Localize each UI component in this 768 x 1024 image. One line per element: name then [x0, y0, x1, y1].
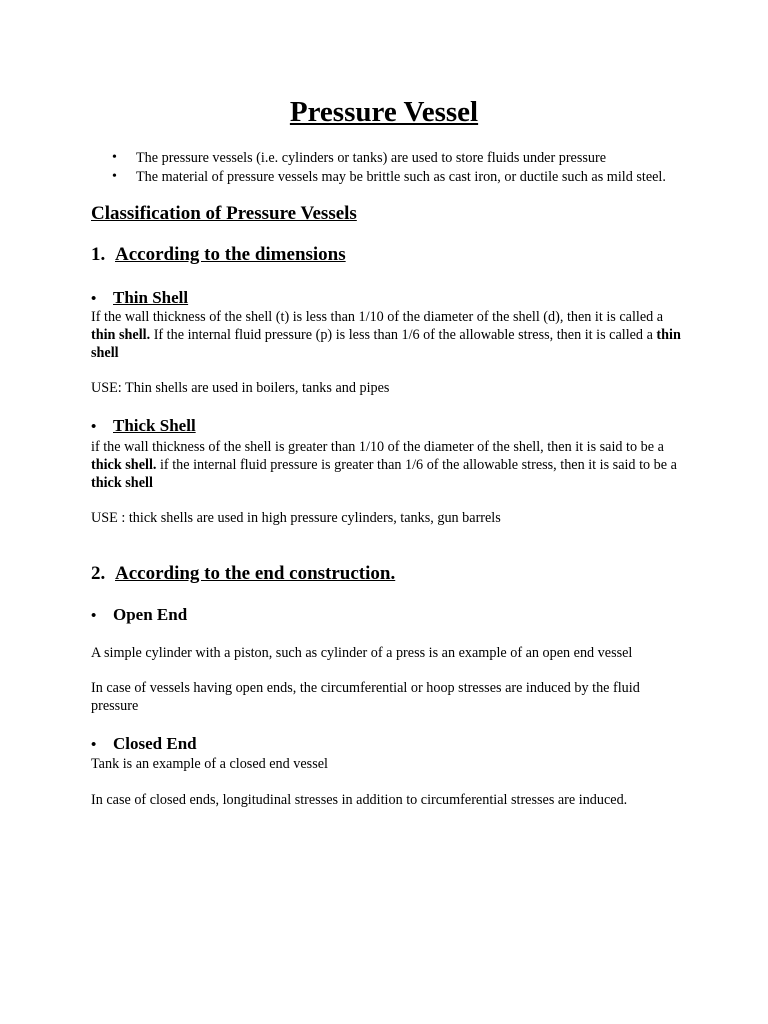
thick-shell-term: thick shell: [91, 475, 153, 491]
bullet-icon: •: [112, 150, 117, 165]
open-end-stress-note: In case of vessels having open ends, the circumferential or hoop stresses are induced by the fluid pressure: [91, 680, 640, 714]
section2-number: 2.: [91, 563, 106, 584]
thick-shell-heading: [91, 415, 196, 438]
closed-end-title: Closed End: [113, 734, 197, 753]
section2-title: According to the end construction.: [115, 563, 396, 584]
thin-shell-term: thin shell.: [91, 327, 151, 343]
bullet-icon: •: [91, 291, 97, 307]
bullet-icon: •: [91, 419, 97, 435]
open-end-title: Open End: [113, 605, 188, 624]
thin-shell-term: thin shell: [91, 327, 681, 361]
thin-shell-heading: [91, 287, 188, 310]
list-item-text: The pressure vessels (i.e. cylinders or tanks) are used to store fluids under pressure: [136, 150, 607, 166]
thick-shell-text: if the internal fluid pressure is greater than 1/6 of the allowable stress, then it is said to be a: [156, 457, 677, 473]
thick-shell-text: if the wall thickness of the shell is greater than 1/10 of the diameter of the shell, then it is said to be a: [91, 439, 664, 455]
section1-heading: [91, 243, 346, 267]
list-item: [112, 168, 672, 186]
thin-shell-text: If the internal fluid pressure (p) is less than 1/6 of the allowable stress, then it is called a: [150, 327, 657, 343]
list-item: [112, 149, 672, 167]
classification-heading: Classification of Pressure Vessels: [91, 203, 357, 224]
intro-bullet-list: [112, 149, 672, 186]
thick-shell-use: USE : thick shells are used in high pressure cylinders, tanks, gun barrels: [91, 510, 501, 526]
thin-shell-paragraph: [91, 308, 681, 362]
thin-shell-text: If the wall thickness of the shell (t) is less than 1/10 of the diameter of the shell (d), then it is called a: [91, 309, 664, 325]
list-item-text: The material of pressure vessels may be brittle such as cast iron, or ductile such as mild steel.: [136, 169, 666, 185]
closed-end-heading: [91, 733, 197, 756]
thin-shell-use: USE: Thin shells are used in boilers, tanks and pipes: [91, 380, 390, 396]
thin-shell-title: Thin Shell: [113, 288, 189, 307]
open-end-heading: [91, 604, 187, 627]
thick-shell-title: Thick Shell: [113, 416, 196, 435]
bullet-icon: •: [112, 169, 117, 184]
bullet-icon: •: [91, 737, 97, 753]
section1-title: According to the dimensions: [115, 244, 346, 265]
bullet-icon: •: [91, 608, 97, 624]
thick-shell-term: thick shell.: [91, 457, 157, 473]
section1-number: 1.: [91, 244, 106, 265]
thick-shell-paragraph: [91, 438, 681, 492]
closed-end-stress-note: In case of closed ends, longitudinal stresses in addition to circumferential stresses are induced.: [91, 792, 628, 808]
closed-end-example: Tank is an example of a closed end vessel: [91, 756, 328, 772]
page-title: Pressure Vessel: [289, 96, 479, 128]
section2-heading: [91, 562, 395, 586]
open-end-example: A simple cylinder with a piston, such as cylinder of a press is an example of an open end vessel: [91, 645, 633, 661]
